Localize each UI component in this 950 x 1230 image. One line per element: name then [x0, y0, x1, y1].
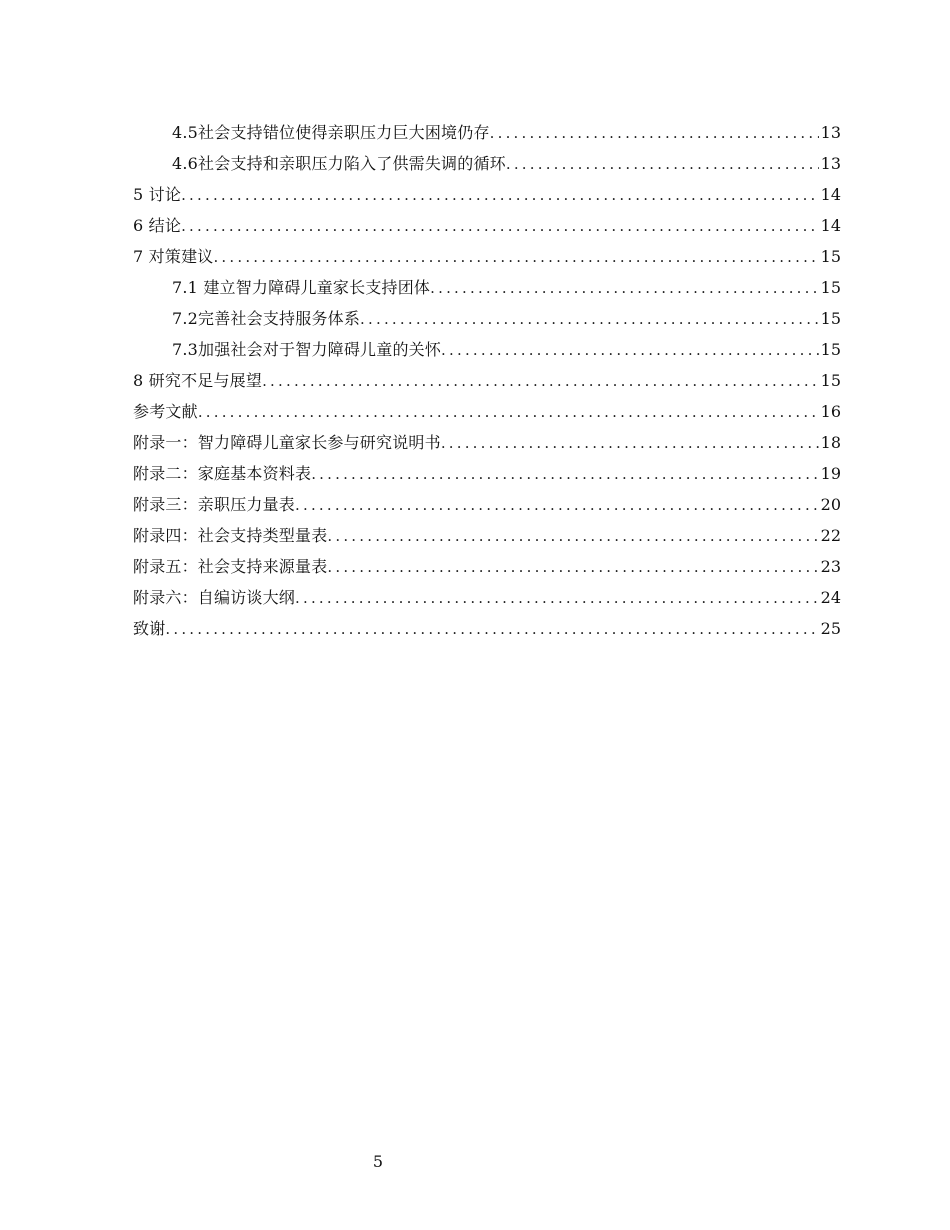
- toc-dot-leader: [181, 180, 819, 211]
- toc-entry[interactable]: [133, 489, 841, 520]
- toc-entry-page: 15: [820, 340, 841, 359]
- toc-entry-label: 7.1 建立智力障碍儿童家长支持团体: [172, 278, 431, 297]
- toc-dot-leader: [441, 428, 819, 459]
- toc-entry[interactable]: [133, 303, 841, 334]
- toc-entry-page: 15: [820, 278, 841, 297]
- toc-entry-page: 13: [820, 123, 841, 142]
- toc-entry[interactable]: [133, 365, 841, 396]
- toc-entry-page: 16: [820, 402, 841, 421]
- toc-dot-leader: [213, 242, 818, 273]
- toc-entry-label: 4.6社会支持和亲职压力陷入了供需失调的循环: [172, 154, 506, 173]
- toc-dot-leader: [181, 211, 819, 242]
- toc-entry-page: 25: [820, 619, 841, 638]
- toc-entry-label: 7 对策建议: [133, 247, 214, 266]
- toc-dot-leader: [360, 304, 819, 335]
- toc-entry-page: 23: [820, 557, 841, 576]
- toc-entry-page: 14: [820, 216, 841, 235]
- toc-entry[interactable]: [133, 427, 841, 458]
- toc-entry[interactable]: [133, 241, 841, 272]
- toc-entry-label: 7.2完善社会支持服务体系: [172, 309, 361, 328]
- toc-dot-leader: [295, 583, 819, 614]
- toc-entry[interactable]: [133, 613, 841, 644]
- toc-entry[interactable]: [133, 210, 841, 241]
- toc-entry[interactable]: [133, 179, 841, 210]
- toc-entry-page: 18: [820, 433, 841, 452]
- toc-entry-page: 15: [820, 247, 841, 266]
- toc-dot-leader: [327, 521, 818, 552]
- toc-entry-label: 附录五：社会支持来源量表: [133, 557, 328, 576]
- toc-entry-page: 22: [820, 526, 841, 545]
- table-of-contents: [133, 117, 841, 644]
- toc-entry[interactable]: [133, 117, 841, 148]
- toc-dot-leader: [327, 552, 818, 583]
- toc-dot-leader: [311, 459, 818, 490]
- toc-entry[interactable]: [133, 334, 841, 365]
- toc-entry-page: 15: [820, 371, 841, 390]
- toc-entry-label: 7.3加强社会对于智力障碍儿童的关怀: [172, 340, 442, 359]
- toc-entry[interactable]: [133, 520, 841, 551]
- toc-entry-label: 附录四：社会支持类型量表: [133, 526, 328, 545]
- toc-dot-leader: [506, 149, 819, 180]
- toc-entry-label: 8 研究不足与展望: [133, 371, 263, 390]
- toc-entry-label: 附录六：自编访谈大纲: [133, 588, 296, 607]
- toc-entry[interactable]: [133, 551, 841, 582]
- toc-entry[interactable]: [133, 458, 841, 489]
- toc-entry[interactable]: [133, 582, 841, 613]
- toc-dot-leader: [295, 490, 819, 521]
- toc-dot-leader: [441, 335, 819, 366]
- toc-dot-leader: [262, 366, 819, 397]
- toc-entry-page: 20: [820, 495, 841, 514]
- toc-dot-leader: [198, 397, 819, 428]
- toc-entry-label: 附录三：亲职压力量表: [133, 495, 296, 514]
- toc-entry-label: 5 讨论: [133, 185, 182, 204]
- toc-entry-label: 6 结论: [133, 216, 182, 235]
- toc-entry-page: 15: [820, 309, 841, 328]
- toc-entry[interactable]: [133, 396, 841, 427]
- toc-dot-leader: [490, 118, 819, 149]
- page-number: 5: [372, 1152, 384, 1171]
- toc-entry-page: 19: [820, 464, 841, 483]
- toc-entry-label: 致谢: [133, 619, 166, 638]
- toc-entry-label: 参考文献: [133, 402, 198, 421]
- toc-entry[interactable]: [133, 148, 841, 179]
- toc-entry-page: 14: [820, 185, 841, 204]
- toc-dot-leader: [165, 614, 818, 645]
- toc-entry-label: 4.5社会支持错位使得亲职压力巨大困境仍存: [172, 123, 490, 142]
- toc-entry[interactable]: [133, 272, 841, 303]
- toc-entry-label: 附录二：家庭基本资料表: [133, 464, 312, 483]
- toc-entry-label: 附录一：智力障碍儿童家长参与研究说明书: [133, 433, 441, 452]
- toc-entry-page: 24: [820, 588, 841, 607]
- toc-entry-page: 13: [820, 154, 841, 173]
- toc-dot-leader: [430, 273, 819, 304]
